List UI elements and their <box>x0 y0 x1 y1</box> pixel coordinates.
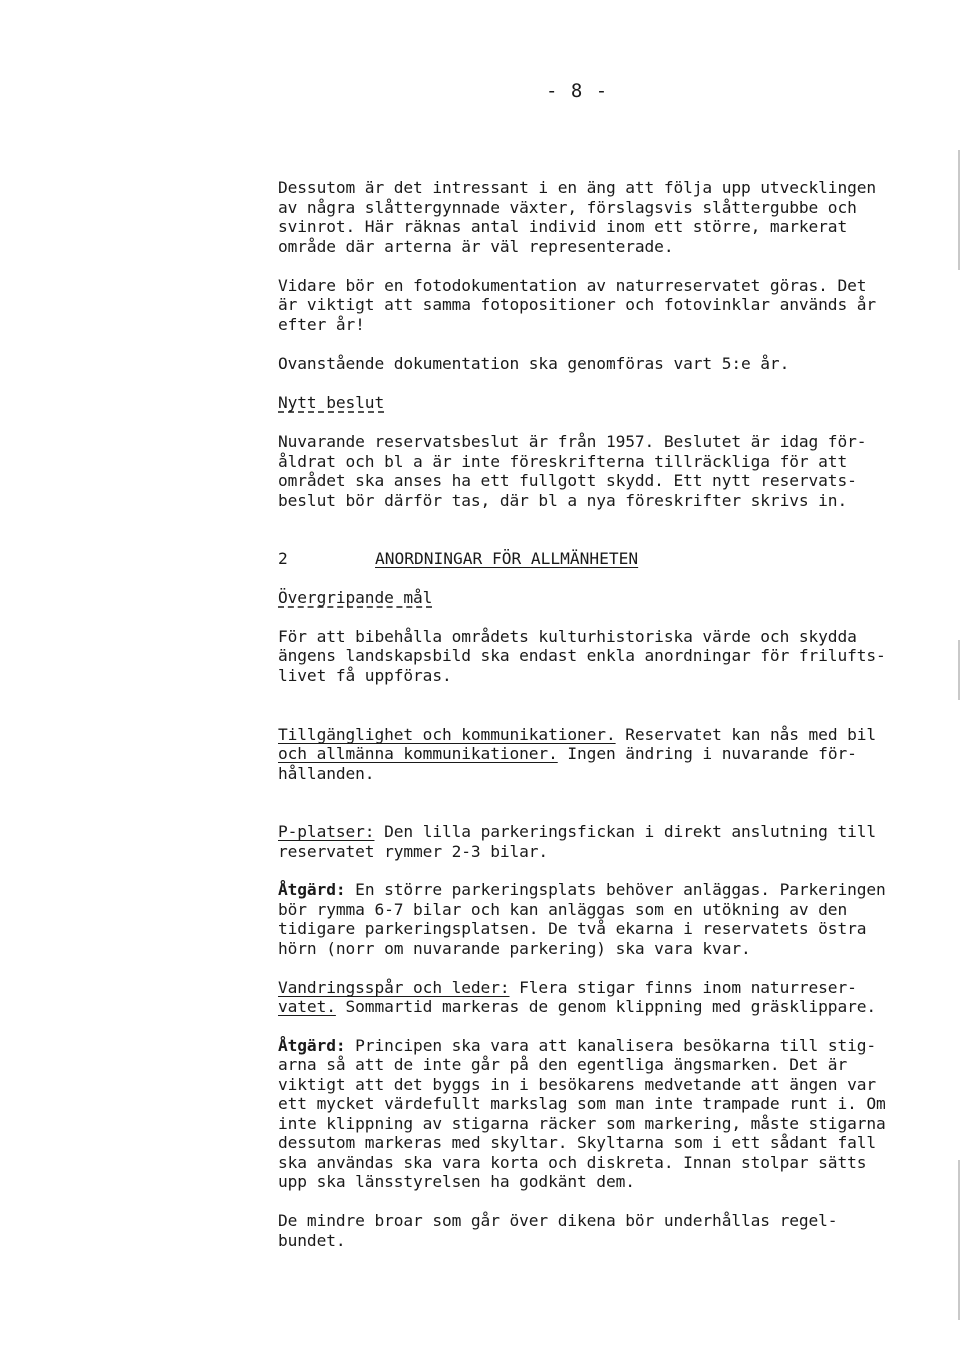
paragraph-line: ska användas ska vara korta och diskreta. Innan stolpar sätts <box>278 1153 867 1172</box>
text-span: Den lilla parkeringsfickan i direkt anslutning till <box>374 822 877 841</box>
paragraph-line: beslut bör därför tas, där bl a nya föreskrifter skrivs in. <box>278 491 848 510</box>
paragraph-line: bundet. <box>278 1231 346 1250</box>
subheading-nytt-beslut: Nytt beslut <box>278 393 385 412</box>
paragraph-line: Vidare bör en fotodokumentation av naturreservatet göras. Det <box>278 276 867 295</box>
paragraph-line <box>278 978 857 998</box>
paragraph-line: åldrat och bl a är inte föreskrifterna tillräckliga för att <box>278 452 848 471</box>
label-tillganglighet: Tillgänglighet och kommunikationer. <box>278 725 616 744</box>
text-span: Flera stigar finns inom naturreser- <box>509 978 857 997</box>
paragraph-line: arna så att de inte går på den egentliga ängsmarken. Det är <box>278 1055 848 1074</box>
paragraph-line: viktigt att det byggs in i besökarens medvetande att ängen var <box>278 1075 877 1094</box>
label-atgard: Åtgärd: <box>278 1036 346 1055</box>
paragraph-line <box>278 725 876 745</box>
paragraph-line: Nuvarande reservatsbeslut är från 1957. Beslutet är idag för- <box>278 432 867 451</box>
paragraph-line: bör rymma 6-7 bilar och kan anläggas som en utökning av den <box>278 900 848 919</box>
paragraph-line: Dessutom är det intressant i en äng att följa upp utvecklingen <box>278 178 877 197</box>
paragraph-line: livet få uppföras. <box>278 666 452 685</box>
label-atgard: Åtgärd: <box>278 880 346 899</box>
section-title: ANORDNINGAR FÖR ALLMÄNHETEN <box>375 549 639 568</box>
paragraph-line: område där arterna är väl representerade. <box>278 237 674 256</box>
text-span: Sommartid markeras de genom klippning med gräsklippare. <box>335 997 877 1016</box>
paragraph-line <box>278 744 857 764</box>
paragraph-line: dessutom markeras med skyltar. Skyltarna som i ett sådant fall <box>278 1133 877 1152</box>
label-kommunikationer: och allmänna kommunikationer. <box>278 744 558 763</box>
paragraph-line <box>278 997 876 1017</box>
text-span: Ingen ändring i nuvarande för- <box>557 744 857 763</box>
text-span: Reservatet kan nås med bil <box>615 725 877 744</box>
subheading-overgripande-mal: Övergripande mål <box>278 588 433 607</box>
page-number: - 8 - <box>546 80 609 102</box>
paragraph-line: hörn (norr om nuvarande parkering) ska vara kvar. <box>278 939 751 958</box>
text-span: Principen ska vara att kanalisera besökarna till stig- <box>345 1036 877 1055</box>
section-number: 2 <box>278 549 288 568</box>
paragraph-line <box>278 880 886 900</box>
paragraph-line <box>278 822 876 842</box>
paragraph-line: av några slåttergynnade växter, förslagsvis slåttergubbe och <box>278 198 857 217</box>
paragraph-line: inte klippning av stigarna räcker som markering, måste stigarna <box>278 1114 886 1133</box>
label-p-platser: P-platser: <box>278 822 375 841</box>
paragraph-line: reservatet rymmer 2-3 bilar. <box>278 842 549 861</box>
label-vatet: vatet. <box>278 997 336 1016</box>
paragraph-line: upp ska länsstyrelsen ha godkänt dem. <box>278 1172 635 1191</box>
paragraph-line: Ovanstående dokumentation ska genomföras vart 5:e år. <box>278 354 790 373</box>
paragraph-line <box>278 1036 876 1056</box>
paragraph-line: ängens landskapsbild ska endast enkla anordningar för frilufts- <box>278 646 886 665</box>
paragraph-line: De mindre broar som går över dikena bör underhållas regel- <box>278 1211 838 1230</box>
paragraph-line: För att bibehålla områdets kulturhistoriska värde och skydda <box>278 627 857 646</box>
paragraph-line: ett mycket värdefullt markslag som man inte trampade runt i. Om <box>278 1094 886 1113</box>
paragraph-line: området ska anses ha ett fullgott skydd. Ett nytt reservats- <box>278 471 857 490</box>
paragraph-line: efter år! <box>278 315 365 334</box>
text-span: En större parkeringsplats behöver anläggas. Parkeringen <box>345 880 886 899</box>
label-vandringsspar: Vandringsspår och leder: <box>278 978 510 997</box>
paragraph-line: hållanden. <box>278 764 375 783</box>
paragraph-line: svinrot. Här räknas antal individ inom ett större, markerat <box>278 217 848 236</box>
paragraph-line: är viktigt att samma fotopositioner och fotovinklar används år <box>278 295 877 314</box>
paragraph-line: tidigare parkeringsplatsen. De två ekarna i reservatets östra <box>278 919 867 938</box>
